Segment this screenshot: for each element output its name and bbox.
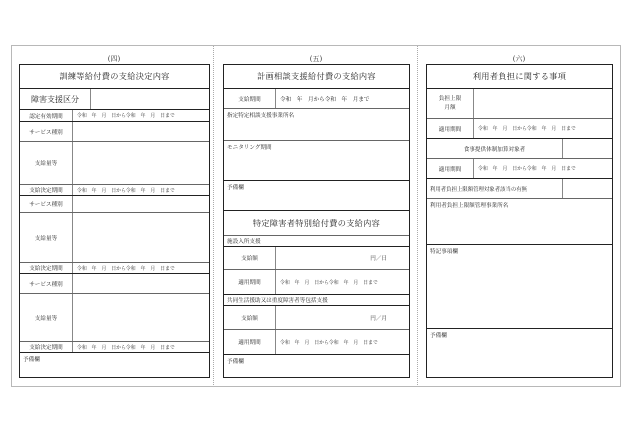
amount-row	[20, 141, 209, 184]
service-type-row	[20, 121, 209, 141]
amount-field[interactable]	[72, 213, 209, 262]
facility-period-row	[224, 269, 409, 294]
panel-plan-consult-benefit	[223, 64, 410, 378]
panel-title-row	[224, 65, 409, 88]
amount-field[interactable]	[72, 294, 209, 341]
group-amount-field[interactable]	[275, 306, 409, 329]
burden-limit-label	[427, 89, 473, 118]
panel-title: 訓練等給付費の支給決定内容	[59, 71, 170, 81]
decision-period-row	[20, 262, 209, 273]
facility-amount-unit: 円／日	[370, 256, 387, 262]
payment-period-label: 支給期間	[238, 96, 261, 103]
amount-label: 支給量等	[34, 315, 58, 322]
facility-amount-field[interactable]	[275, 247, 409, 269]
service-type-label: サービス種別	[29, 129, 63, 136]
meal-target-label: 食事提供体制加算対象者	[463, 146, 526, 153]
meal-period-row	[427, 158, 612, 178]
burden-limit-field[interactable]	[473, 89, 612, 118]
decision-period-field[interactable]: 令和 年 月 日から令和 年 月 日まで	[72, 185, 209, 195]
column-number-4: (四)	[107, 55, 121, 63]
service-type-row	[20, 195, 209, 212]
column-separator	[213, 46, 214, 385]
group-period-label: 適用期間	[238, 340, 261, 346]
meal-period-label: 適用期間	[438, 166, 462, 173]
panel-user-burden	[426, 64, 613, 378]
panel-title: 利用者負担に関する事項	[472, 71, 567, 81]
decision-period-row	[20, 184, 209, 195]
service-type-field[interactable]	[72, 274, 209, 293]
panel-title: 計画相談支援給付費の支給内容	[257, 71, 376, 81]
remarks-row[interactable]	[427, 328, 612, 377]
payment-period-row	[224, 88, 409, 108]
group-section-label: 共同生活援助又は重度障害者等包括支援	[227, 298, 328, 304]
facility-section-row	[224, 235, 409, 246]
mgmt-target-row	[427, 178, 612, 198]
amount-field[interactable]	[72, 142, 209, 184]
decision-period-label: 支給決定期間	[29, 345, 63, 351]
monitoring-period-label: モニタリング期間	[227, 145, 272, 151]
disability-class-row	[20, 88, 209, 109]
mgmt-target-field[interactable]	[562, 179, 612, 198]
disability-class-label: 障害支援区分	[31, 94, 79, 104]
panel-training-benefit	[19, 64, 210, 378]
consult-office-label: 指定特定相談支援事業所名	[227, 113, 295, 119]
consult-office-row[interactable]	[224, 108, 409, 140]
mgmt-office-row[interactable]	[427, 198, 612, 244]
remarks-row[interactable]	[20, 352, 209, 377]
facility-period-field[interactable]: 令和 年 月 日から令和 年 月 日まで	[275, 270, 409, 294]
remarks-label: 予備欄	[227, 359, 244, 365]
remarks-label: 予備欄	[430, 333, 447, 339]
burden-limit-label-line1: 負担上限	[438, 95, 462, 102]
group-period-row	[224, 329, 409, 354]
cert-period-row	[20, 109, 209, 121]
panel-title-row	[20, 65, 209, 88]
facility-section-label: 施設入所支援	[227, 239, 261, 245]
mgmt-office-label: 利用者負担上限額管理事業所名	[430, 203, 509, 209]
service-type-label: サービス種別	[29, 202, 63, 208]
decision-period-field[interactable]: 令和 年 月 日から令和 年 月 日まで	[72, 263, 209, 273]
amount-row	[20, 212, 209, 262]
service-type-field[interactable]	[72, 196, 209, 212]
service-type-row	[20, 273, 209, 293]
remarks-row[interactable]	[224, 354, 409, 377]
meal-target-field[interactable]	[562, 139, 612, 158]
cert-period-field[interactable]: 令和 年 月 日から令和 年 月 日まで	[72, 110, 209, 121]
payment-period-field[interactable]: 令和 年 月から令和 年 月まで	[275, 89, 409, 108]
decision-period-row	[20, 341, 209, 352]
group-section-row	[224, 294, 409, 305]
service-type-field[interactable]	[72, 122, 209, 141]
special-notes-label: 特記事項欄	[430, 249, 458, 255]
facility-amount-row	[224, 246, 409, 269]
group-amount-row	[224, 305, 409, 329]
facility-period-label: 適用期間	[238, 280, 261, 286]
meal-period-field[interactable]: 令和 年 月 日から令和 年 月 日まで	[473, 159, 612, 178]
special-notes-row[interactable]	[427, 244, 612, 328]
remarks-label: 予備欄	[227, 185, 244, 191]
amount-label: 支給量等	[34, 235, 58, 242]
burden-limit-label-line2: 月額	[444, 104, 456, 111]
decision-period-label: 支給決定期間	[29, 266, 63, 272]
limit-period-row	[427, 118, 612, 138]
disability-class-field[interactable]	[90, 89, 209, 109]
facility-amount-label: 支給額	[241, 256, 258, 262]
sub-title: 特定障害者特別給付費の支給内容	[252, 217, 381, 228]
burden-limit-row	[427, 88, 612, 118]
sub-title-row	[224, 210, 409, 235]
remarks-row[interactable]	[224, 180, 409, 210]
group-amount-label: 支給額	[241, 315, 258, 322]
column-number-6: (六)	[512, 55, 526, 63]
monitoring-period-row[interactable]	[224, 140, 409, 180]
decision-period-field[interactable]: 令和 年 月 日から令和 年 月 日まで	[72, 342, 209, 352]
column-number-5: (五)	[309, 55, 323, 63]
amount-row	[20, 293, 209, 341]
limit-period-field[interactable]: 令和 年 月 日から令和 年 月 日まで	[473, 119, 612, 138]
cert-period-label: 認定有効期間	[29, 113, 63, 120]
mgmt-target-label: 利用者負担上限額管理対象者該当の有無	[430, 186, 528, 193]
amount-label: 支給量等	[34, 161, 58, 167]
limit-period-label: 適用期間	[438, 126, 462, 133]
meal-target-row	[427, 138, 612, 158]
column-separator	[417, 46, 418, 385]
decision-period-label: 支給決定期間	[29, 188, 63, 194]
service-type-label: サービス種別	[29, 281, 63, 288]
panel-title-row	[427, 65, 612, 88]
group-amount-unit: 円／月	[370, 315, 387, 322]
remarks-label: 予備欄	[23, 357, 40, 363]
group-period-field[interactable]: 令和 年 月 日から令和 年 月 日まで	[275, 330, 409, 354]
